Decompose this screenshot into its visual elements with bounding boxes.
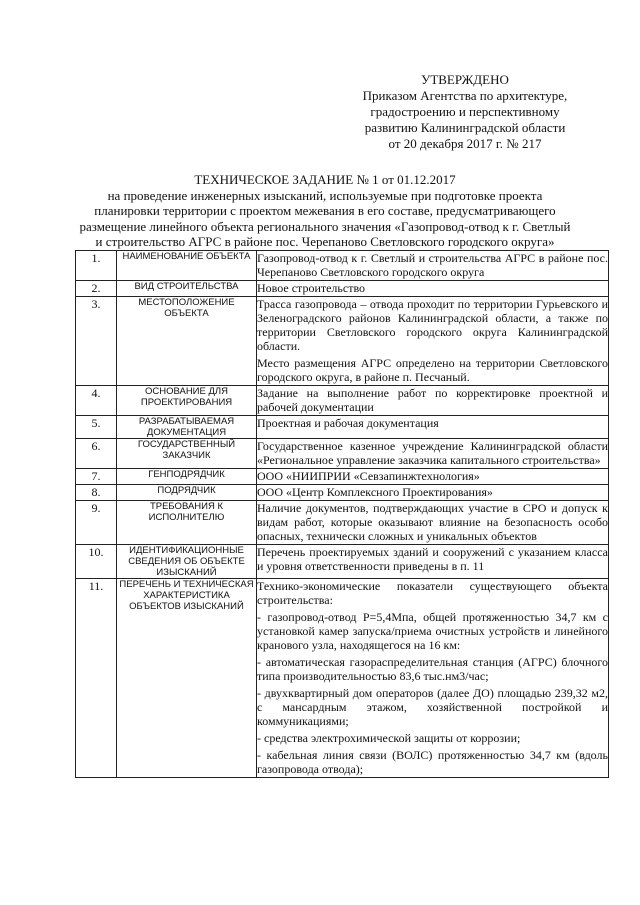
table-row [76, 251, 609, 281]
value-paragraph: Перечень проектируемых зданий и сооружений с указанием класса и уровня ответственности приведены в п. 11 [257, 545, 608, 573]
row-label: МЕСТОПОЛОЖЕНИЕ ОБЪЕКТА [117, 297, 257, 386]
row-label: ИДЕНТИФИКАЦИОННЫЕ СВЕДЕНИЯ ОБ ОБЪЕКТЕ ИЗЫСКАНИЙ [117, 545, 257, 579]
value-paragraph: Газопровод-отвод к г. Светлый и строительства АГРС в районе пос. Черепаново Светловского городского округа [257, 251, 608, 279]
table-row [76, 386, 609, 416]
row-number: 10. [76, 545, 117, 579]
value-paragraph: - кабельная линия связи (ВОЛС) протяженностью 34,7 км (вдоль газопровода отвода); [257, 748, 608, 776]
row-value [257, 439, 609, 469]
row-value [257, 416, 609, 439]
row-value [257, 485, 609, 501]
table-row [76, 297, 609, 386]
table-row [76, 416, 609, 439]
row-number: 6. [76, 439, 117, 469]
title-line: и строительство АГРС в районе пос. Черепаново Светловского городского округа» [95, 234, 555, 249]
row-label: ГЕНПОДРЯДЧИК [117, 469, 257, 485]
row-label: ПЕРЕЧЕНЬ И ТЕХНИЧЕСКАЯ ХАРАКТЕРИСТИКА ОБЪЕКТОВ ИЗЫСКАНИЙ [117, 579, 257, 778]
title-heading: ТЕХНИЧЕСКОЕ ЗАДАНИЕ № 1 от 01.12.2017 [194, 172, 456, 187]
table-row [76, 545, 609, 579]
row-label: НАИМЕНОВАНИЕ ОБЪЕКТА [117, 251, 257, 281]
table-row [76, 579, 609, 778]
row-label: ОСНОВАНИЕ ДЛЯ ПРОЕКТИРОВАНИЯ [117, 386, 257, 416]
row-value [257, 579, 609, 778]
row-number: 1. [76, 251, 117, 281]
approval-line: развитию Калининградской области [364, 120, 566, 135]
table-row [76, 501, 609, 545]
title-line: планировки территории с проектом межевания в его составе, предусматривающего [94, 203, 556, 218]
value-paragraph: - газопровод-отвод Р=5,4Мпа, общей протяженностью 34,7 км с установкой камер запуска/приема очистных устройств и линейного кранового узла, находящегося на 16 км: [257, 610, 608, 652]
value-paragraph: Место размещения АГРС определено на территории Светловского городского округа, в районе п. Песчаный. [257, 356, 608, 384]
row-number: 9. [76, 501, 117, 545]
approval-heading: УТВЕРЖДЕНО [421, 72, 509, 87]
table-row [76, 485, 609, 501]
value-paragraph: Задание на выполнение работ по корректировке проектной и рабочей документации [257, 386, 608, 414]
value-paragraph: - двухквартирный дом операторов (далее ДО) площадью 239,32 м2, с мансардным этажом, хозяйственной постройкой и коммуникациями; [257, 686, 608, 728]
title-line: размещение линейного объекта регионального значения «Газопровод-отвод к г. Светлый [79, 218, 571, 234]
row-number: 8. [76, 485, 117, 501]
approval-date: от 20 декабря 2017 г. № 217 [388, 136, 542, 151]
row-value [257, 251, 609, 281]
specification-table [75, 250, 609, 778]
value-paragraph: Технико-экономические показатели существующего объекта строительства: [257, 579, 608, 607]
value-paragraph: - автоматическая газораспределительная станция (АГРС) блочного типа производительностью 83,6 тыс.нм3/час; [257, 655, 608, 683]
row-number: 2. [76, 281, 117, 297]
row-label: ГОСУДАРСТВЕННЫЙ ЗАКАЗЧИК [117, 439, 257, 469]
value-paragraph: Трасса газопровода – отвода проходит по территории Гурьевского и Зеленоградского районов Калининградской области, а также по территории Светловского городского округа Калининградской области. [257, 297, 608, 353]
value-paragraph: Проектная и рабочая документация [257, 416, 439, 430]
row-value [257, 386, 609, 416]
row-number: 11. [76, 579, 117, 778]
row-value [257, 297, 609, 386]
row-value [257, 545, 609, 579]
row-label: ПОДРЯДЧИК [117, 485, 257, 501]
table-row [76, 469, 609, 485]
approval-stamp [330, 72, 600, 152]
row-label: ВИД СТРОИТЕЛЬСТВА [117, 281, 257, 297]
row-value [257, 501, 609, 545]
row-value [257, 281, 609, 297]
table-row [76, 281, 609, 297]
value-paragraph: Новое строительство [257, 281, 366, 295]
value-paragraph: Государственное казенное учреждение Калининградской области «Региональное управление заказчика капитального строительства» [257, 439, 608, 467]
row-label: ТРЕБОВАНИЯ К ИСПОЛНИТЕЛЮ [117, 501, 257, 545]
approval-line: Приказом Агентства по архитектуре, [362, 88, 568, 103]
row-number: 5. [76, 416, 117, 439]
value-paragraph: ООО «НИИПРИИ «Севзапинжтехнология» [257, 469, 480, 483]
document-title [60, 172, 590, 250]
row-value [257, 469, 609, 485]
value-paragraph: Наличие документов, подтверждающих участие в СРО и допуск к видам работ, которые оказывают влияние на безопасность особо опасных, технически сложных и уникальных объектов [257, 501, 608, 543]
value-paragraph: - средства электрохимической защиты от коррозии; [257, 731, 521, 745]
row-number: 3. [76, 297, 117, 386]
value-paragraph: ООО «Центр Комплексного Проектирования» [257, 485, 493, 499]
title-line: на проведение инженерных изысканий, используемые при подготовке проекта [107, 187, 543, 203]
row-label: РАЗРАБАТЫВАЕМАЯ ДОКУМЕНТАЦИЯ [117, 416, 257, 439]
table-row [76, 439, 609, 469]
row-number: 7. [76, 469, 117, 485]
row-number: 4. [76, 386, 117, 416]
approval-line: градостроению и перспективному [370, 104, 560, 119]
